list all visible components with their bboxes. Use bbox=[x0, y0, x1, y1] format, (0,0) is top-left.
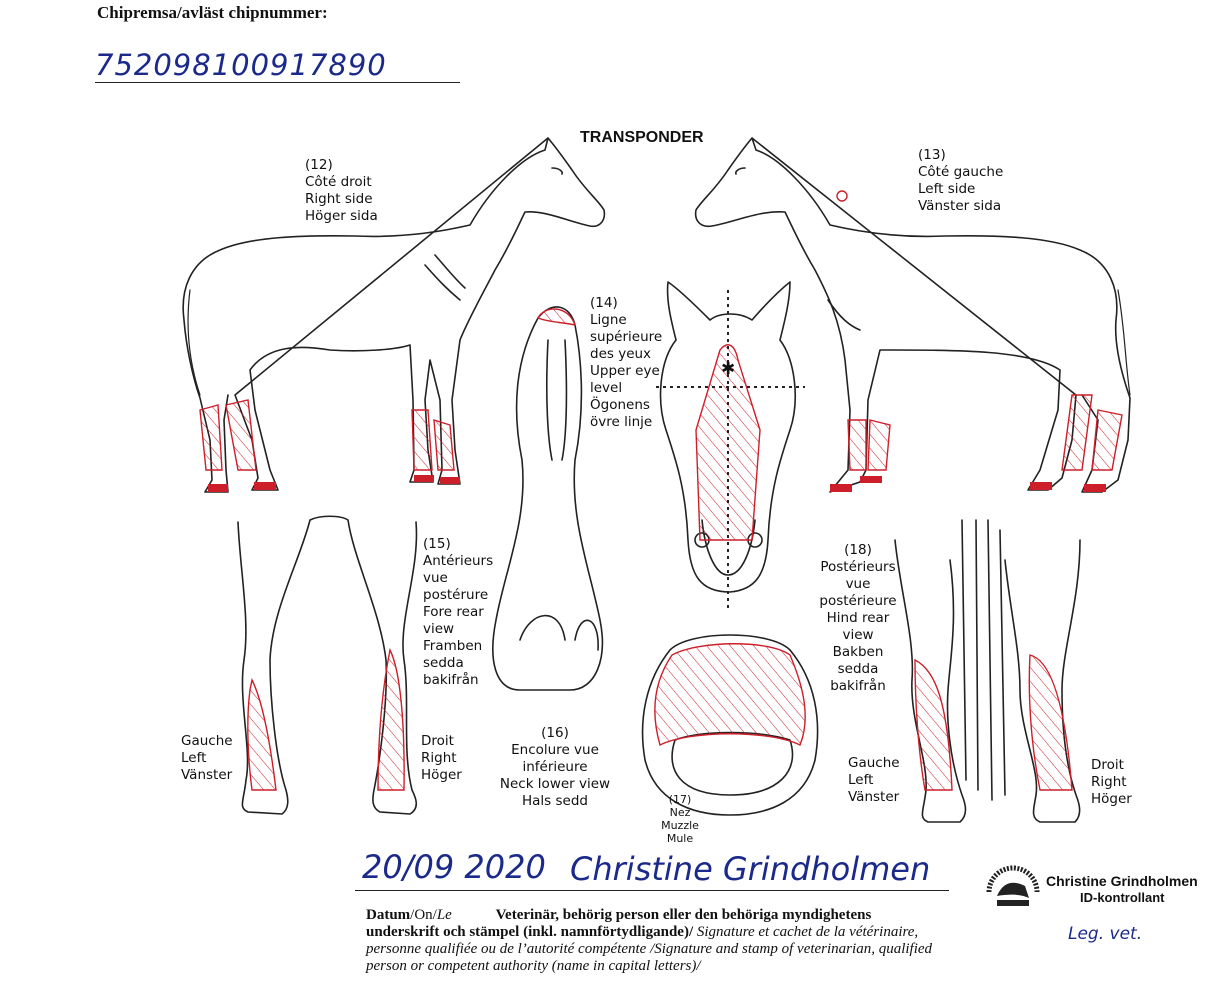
red-markings bbox=[200, 191, 1122, 790]
label-neck-lower-view: (16) Encolure vue inférieure Neck lower view Hals sedd bbox=[499, 725, 611, 809]
label-fore-right: Droit Right Höger bbox=[421, 733, 462, 783]
stamp-seal bbox=[983, 858, 1043, 918]
chip-number-value: 752098100917890 bbox=[95, 48, 387, 82]
label-hind-rear-view: (18) Postérieurs vue postérieure Hind rear view Bakben sedda bakifrån bbox=[819, 542, 897, 694]
label-fore-rear-view: (15) Antérieurs vue postérure Fore rear view Framben sedda bakifrån bbox=[423, 536, 494, 688]
label-hind-right: Droit Right Höger bbox=[1091, 757, 1132, 807]
label-right-side: (12) Côté droit Right side Höger sida bbox=[305, 157, 378, 224]
stamp-role: ID-kontrollant bbox=[1080, 890, 1165, 905]
label-left-side: (13) Côté gauche Left side Vänster sida bbox=[918, 147, 1004, 214]
label-hind-left: Gauche Left Vänster bbox=[848, 755, 900, 805]
neck-lower-view bbox=[493, 307, 602, 690]
stamp-handwritten-note: Leg. vet. bbox=[1068, 924, 1143, 944]
handwritten-date: 20/09 2020 bbox=[362, 848, 546, 886]
hoof-markings bbox=[208, 475, 1106, 492]
handwritten-signature: Christine Grindholmen bbox=[570, 850, 931, 888]
transponder-title: TRANSPONDER bbox=[580, 129, 704, 146]
horse-left-side bbox=[696, 138, 1130, 492]
signature-instructions: Datum/On/Le Veterinär, behörig person eller den behöriga myndighetens underskrift och stämpel (inkl. namnförtydligande)/ Signature et cachet de la vétérinaire, personne qualifiée ou de l’autorité compétente /Signature and stamp of veterinarian, qualified person or competent authority (name in capital letters)/ bbox=[366, 907, 933, 974]
chip-position-mark: ✱ bbox=[721, 359, 736, 379]
label-fore-left: Gauche Left Vänster bbox=[181, 733, 233, 783]
label-muzzle: (17) Nez Muzzle Mule bbox=[661, 793, 699, 845]
label-upper-eye-level: (14) Ligne supérieure des yeux Upper eye level Ögonens övre linje bbox=[590, 295, 663, 430]
signature-line bbox=[355, 890, 949, 891]
chip-number-label: Chipremsa/avläst chipnummer: bbox=[97, 3, 328, 22]
stamp-name: Christine Grindholmen bbox=[1046, 873, 1198, 889]
